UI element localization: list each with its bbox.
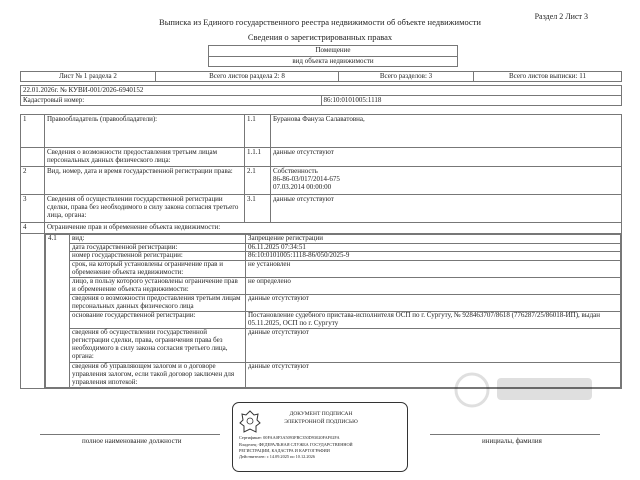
registration-number: 86-86-03/017/2014-675 bbox=[273, 174, 340, 183]
cadastral-number: 86:10:0101005:1118 bbox=[321, 96, 622, 106]
stamp-owner-continued: РЕГИСТРАЦИИ, КАДАСТРА И КАРТОГРАФИИ bbox=[239, 448, 330, 453]
encumbrance-field-value: не установлен bbox=[246, 261, 621, 278]
encumbrance-heading: Ограничение прав и обременение объекта недвижимости: bbox=[45, 223, 622, 234]
sheet-counters bbox=[20, 71, 622, 82]
position-line bbox=[40, 434, 220, 435]
row-number: 2 bbox=[21, 167, 45, 195]
row-subnumber: 1.1 bbox=[245, 115, 271, 148]
encumbrance-field-value: 06.11.2025 07:34:51 bbox=[246, 243, 621, 252]
sheet-number: Лист № 1 раздела 2 bbox=[21, 72, 156, 82]
section-sheet-label: Раздел 2 Лист 3 bbox=[534, 12, 588, 21]
stamp-certificate: Сертификат: 00FAA0F3A5093FBC350D93020FAF02FA bbox=[239, 435, 340, 440]
document-subtitle: Сведения о зарегистрированных правах bbox=[247, 32, 393, 42]
row-subnumber: 1.1.1 bbox=[245, 148, 271, 167]
table-row bbox=[21, 148, 622, 167]
encumbrance-field-value: 86:10:0101005:1118-86/050/2025-9 bbox=[246, 252, 621, 261]
registration-details bbox=[271, 167, 622, 195]
extract-sheets-total: Всего листов выписки: 11 bbox=[474, 72, 622, 82]
encumbrance-field-value: не определено bbox=[246, 278, 621, 295]
stamp-validity: Действителен: с 14.09.2025 по 10.12.2026 bbox=[239, 454, 315, 459]
registration-date: 07.03.2014 00:00:00 bbox=[273, 182, 332, 191]
cadastral-label: Кадастровый номер: bbox=[21, 96, 322, 106]
position-caption: полное наименование должности bbox=[82, 437, 182, 445]
encumbrance-field-value: данные отсутствуют bbox=[246, 329, 621, 363]
extract-info bbox=[20, 85, 622, 106]
row-label: Правообладатель (правообладатели): bbox=[45, 115, 245, 148]
row-subnumber: 2.1 bbox=[245, 167, 271, 195]
encumbrance-field-value: данные отсутствуют bbox=[246, 363, 621, 388]
table-row bbox=[21, 223, 622, 234]
encumbrance-field-label: сведения об управляющем залогом и о договоре управления залогом, если такой договор заключен для управления ипотекой: bbox=[70, 363, 246, 388]
name-line bbox=[430, 434, 600, 435]
table-row bbox=[21, 167, 622, 195]
row-value: данные отсутствуют bbox=[271, 148, 622, 167]
encumbrance-field-label: сведения о возможности предоставления третьим лицам персональных данных физического лица bbox=[70, 295, 246, 312]
encumbrance-field-label: лицо, в пользу которого установлены ограничение прав и обременение объекта недвижимости: bbox=[70, 278, 246, 295]
row-label: Сведения об осуществлении государственной регистрации сделки, права без необходимого в силу закона согласия третьего лица, органа: bbox=[45, 195, 245, 223]
sections-total: Всего разделов: 3 bbox=[339, 72, 474, 82]
object-type: Помещение bbox=[209, 46, 457, 57]
row-number: 1 bbox=[21, 115, 45, 148]
stamp-owner: Владелец: ФЕДЕРАЛЬНАЯ СЛУЖБА ГОСУДАРСТВЕННОЙ bbox=[239, 442, 353, 447]
right-holder-name: Буранова Фануза Салаватовна, bbox=[271, 115, 622, 148]
encumbrance-field-label: сведения об осуществлении государственной регистрации сделки, права, ограничения права без необходимого в силу закона согласия третьего лица, органа: bbox=[70, 329, 246, 363]
encumbrance-field-value: Запрещение регистрации bbox=[246, 234, 621, 243]
electronic-signature-stamp bbox=[232, 402, 408, 472]
name-caption: инициалы, фамилия bbox=[482, 437, 542, 445]
encumbrance-field-label: дата государственной регистрации: bbox=[70, 243, 246, 252]
encumbrance-field-label: основание государственной регистрации: bbox=[70, 312, 246, 329]
encumbrance-field-label: срок, на который установлены ограничение прав и обременение объекта недвижимости: bbox=[70, 261, 246, 278]
object-type-caption: вид объекта недвижимости bbox=[292, 57, 374, 65]
watermark-logo bbox=[452, 360, 602, 420]
table-row bbox=[21, 195, 622, 223]
row-number: 4 bbox=[21, 223, 45, 234]
row-label: Вид, номер, дата и время государственной регистрации права: bbox=[45, 167, 245, 195]
object-type-box bbox=[208, 45, 458, 67]
encumbrance-field-label: вид: bbox=[70, 234, 246, 243]
table-row bbox=[21, 115, 622, 148]
section-sheets-total: Всего листов раздела 2: 8 bbox=[156, 72, 339, 82]
stamp-title: ДОКУМЕНТ ПОДПИСАН bbox=[289, 411, 353, 417]
encumbrance-basis: Постановление судебного пристава-исполнителя ОСП по г. Сургуту, № 928463707/8618 (776287/25/86018-ИП), выдан 05.11.2025, ОСП по г. Сургуту bbox=[246, 312, 621, 329]
extract-number: 22.01.2026г. № КУВИ-001/2026-6940152 bbox=[21, 86, 622, 96]
row-label: Сведения о возможности предоставления третьим лицам персональных данных физического лица: bbox=[45, 148, 245, 167]
rights-table bbox=[20, 114, 622, 389]
document-title: Выписка из Единого государственного реестра недвижимости об объекте недвижимости bbox=[159, 17, 481, 27]
stamp-subtitle: ЭЛЕКТРОННОЙ ПОДПИСЬЮ bbox=[284, 419, 358, 425]
encumbrance-field-value: данные отсутствуют bbox=[246, 295, 621, 312]
encumbrance-field-label: номер государственной регистрации: bbox=[70, 252, 246, 261]
row-value: данные отсутствуют bbox=[271, 195, 622, 223]
right-type: Собственность bbox=[273, 167, 318, 175]
row-number: 3 bbox=[21, 195, 45, 223]
encumbrance-subnumber: 4.1 bbox=[46, 234, 70, 387]
row-subnumber: 3.1 bbox=[245, 195, 271, 223]
